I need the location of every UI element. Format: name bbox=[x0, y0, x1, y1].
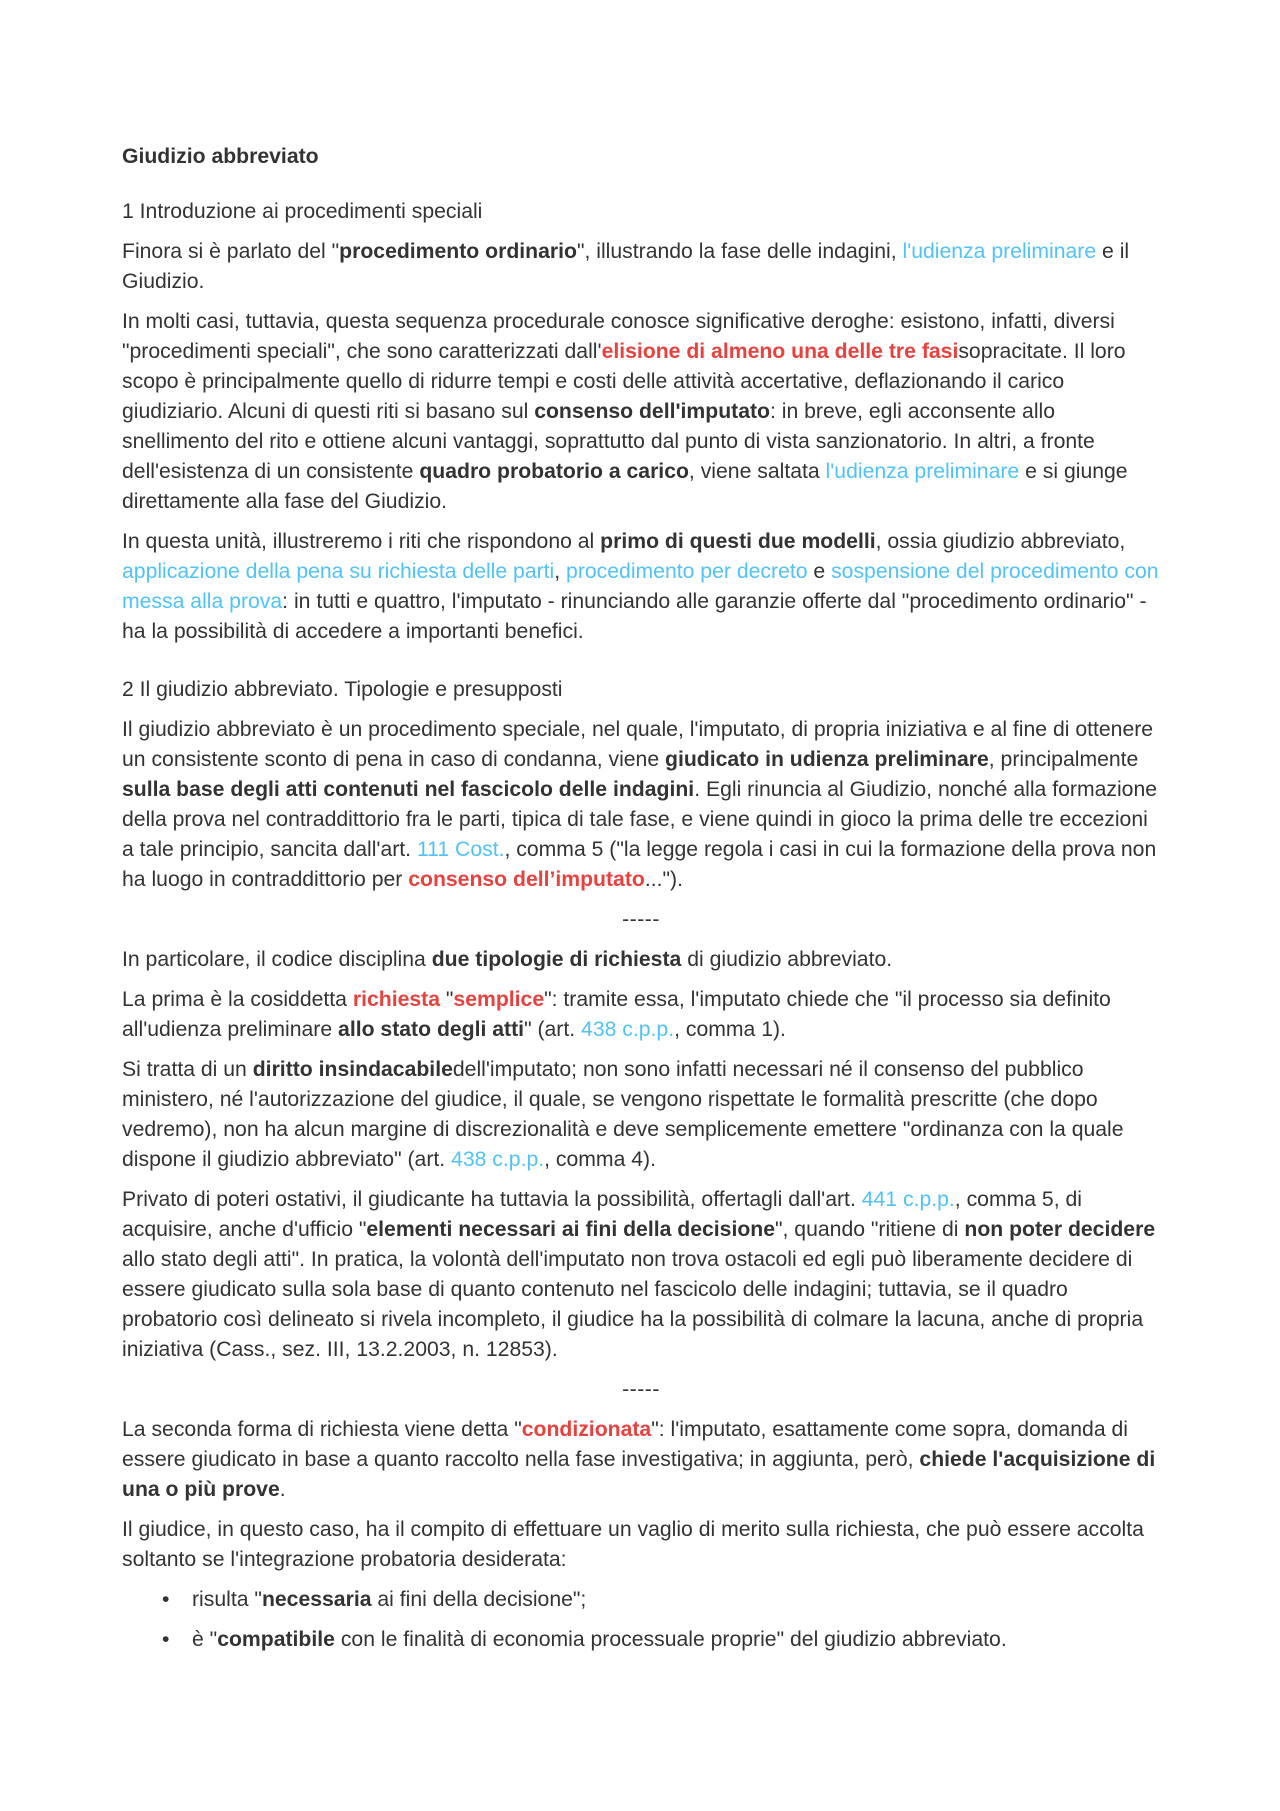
bold-term: non poter decidere bbox=[964, 1218, 1156, 1241]
link-438-cpp[interactable]: 438 c.p.p. bbox=[581, 1018, 675, 1041]
bold-term: procedimento ordinario bbox=[339, 240, 577, 263]
paragraph: In molti casi, tuttavia, questa sequenza procedurale conosce significative deroghe: esistono, infatti, diversi "procedimenti speciali", che sono caratterizzati dall'elisione di almeno una delle tre fasisopracitate. Il loro scopo è principalmente quello di ridurre tempi e costi delle attività accertative, deflazionando il carico giudiziario. Alcuni di questi riti si basano sul consenso dell'imputato: in breve, egli acconsente allo snellimento del rito e ottiene alcuni vantaggi, soprattutto dal punto di vista sanzionatorio. In altri, a fronte dell'esistenza di un consistente quadro probatorio a carico, viene saltata l'udienza preliminare e si giunge direttamente alla fase del Giudizio. bbox=[122, 310, 1128, 513]
separator: ----- bbox=[622, 908, 660, 931]
red-emphasis: richiesta bbox=[352, 988, 440, 1011]
red-emphasis: semplice bbox=[453, 988, 545, 1011]
spacer bbox=[122, 657, 1160, 675]
section-heading-2: 2 Il giudizio abbreviato. Tipologie e presupposti bbox=[122, 678, 563, 701]
link-procedimento-decreto[interactable]: procedimento per decreto bbox=[566, 560, 808, 583]
document-title: Giudizio abbreviato bbox=[122, 145, 319, 168]
red-emphasis: consenso dell’imputato bbox=[408, 868, 645, 891]
red-emphasis: elisione di almeno una delle tre fasi bbox=[601, 340, 959, 363]
paragraph: Si tratta di un diritto insindacabiledell'imputato; non sono infatti necessari né il consenso del pubblico ministero, né l'autorizzazione del giudice, il quale, se vengono rispettate le formalità prescritte (che dopo vedremo), non ha alcun margine di discrezionalità e deve semplicemente emettere "ordinanza con la quale dispone il giudizio abbreviato" (art. 438 c.p.p., comma 4). bbox=[122, 1058, 1124, 1171]
link-messa-alla-prova[interactable]: sospensione del procedimento con messa alla prova bbox=[122, 560, 1159, 613]
paragraph: La seconda forma di richiesta viene detta "condizionata": l'imputato, esattamente come sopra, domanda di essere giudicato in base a quanto raccolto nella fase investigativa; in aggiunta, però, chiede l'acquisizione di una o più prove. bbox=[122, 1418, 1156, 1501]
link-applicazione-pena[interactable]: applicazione della pena su richiesta delle parti bbox=[122, 560, 555, 583]
link-udienza-preliminare[interactable]: l'udienza preliminare bbox=[902, 240, 1097, 263]
paragraph: Il giudice, in questo caso, ha il compito di effettuare un vaglio di merito sulla richiesta, che può essere accolta soltanto se l'integrazione probatoria desiderata: bbox=[122, 1518, 1144, 1571]
link-441-cpp[interactable]: 441 c.p.p. bbox=[861, 1188, 955, 1211]
bold-term: consenso dell'imputato bbox=[534, 400, 770, 423]
bold-term: allo stato degli atti bbox=[338, 1018, 525, 1041]
link-438-cpp[interactable]: 438 c.p.p. bbox=[451, 1148, 545, 1171]
bullet-icon: • bbox=[162, 1588, 170, 1611]
bold-term: compatibile bbox=[217, 1628, 335, 1651]
bold-term: giudicato in udienza preliminare bbox=[665, 748, 989, 771]
bold-term: elementi necessari ai fini della decisione bbox=[366, 1218, 776, 1241]
bold-term: necessaria bbox=[261, 1588, 372, 1611]
bullet-list bbox=[122, 1585, 1160, 1655]
red-emphasis: condizionata bbox=[521, 1418, 652, 1441]
bold-term: due tipologie di richiesta bbox=[431, 948, 682, 971]
paragraph: Privato di poteri ostativi, il giudicante ha tuttavia la possibilità, offertagli dall'art. 441 c.p.p., comma 5, di acquisire, anche d'ufficio "elementi necessari ai fini della decisione", quando "ritiene di non poter decidere allo stato degli atti". In pratica, la volontà dell'imputato non trova ostacoli ed egli può liberamente decidere di essere giudicato sulla sola base di quanto contenuto nel fascicolo delle indagini; tuttavia, se il quadro probatorio così delineato si rivela incompleto, il giudice ha la possibilità di colmare la lacuna, anche di propria iniziativa (Cass., sez. III, 13.2.2003, n. 12853). bbox=[122, 1188, 1156, 1361]
list-item: • è "compatibile con le finalità di economia processuale proprie" del giudizio abbreviato. bbox=[192, 1625, 1160, 1655]
link-111-cost[interactable]: 111 Cost. bbox=[416, 838, 505, 861]
bold-term: quadro probatorio a carico bbox=[419, 460, 689, 483]
paragraph: In particolare, il codice disciplina due tipologie di richiesta di giudizio abbreviato. bbox=[122, 948, 893, 971]
bullet-icon: • bbox=[162, 1628, 170, 1651]
link-udienza-preliminare[interactable]: l'udienza preliminare bbox=[825, 460, 1020, 483]
bold-term: diritto insindacabile bbox=[252, 1058, 453, 1081]
list-item: • risulta "necessaria ai fini della decisione"; bbox=[192, 1585, 1160, 1615]
paragraph: In questa unità, illustreremo i riti che rispondono al primo di questi due modelli, ossia giudizio abbreviato, applicazione della pena su richiesta delle parti, procedimento per decreto e sospensione del procedimento con messa alla prova: in tutti e quattro, l'imputato - rinunciando alle garanzie offerte dal "procedimento ordinario" - ha la possibilità di accedere a importanti benefici. bbox=[122, 530, 1159, 643]
paragraph: Finora si è parlato del "procedimento ordinario", illustrando la fase delle indagini, l'udienza preliminare e il Giudizio. bbox=[122, 240, 1130, 293]
bold-term: sulla base degli atti contenuti nel fascicolo delle indagini bbox=[122, 778, 695, 801]
bold-term: chiede l'acquisizione di una o più prove bbox=[122, 1448, 1156, 1501]
paragraph: Il giudizio abbreviato è un procedimento speciale, nel quale, l'imputato, di propria iniziativa e al fine di ottenere un consistente sconto di pena in caso di condanna, viene giudicato in udienza preliminare, principalmente sulla base degli atti contenuti nel fascicolo delle indagini. Egli rinuncia al Giudizio, nonché alla formazione della prova nel contraddittorio fra le parti, tipica di tale fase, e viene quindi in gioco la prima delle tre eccezioni a tale principio, sancita dall'art. 111 Cost., comma 5 ("la legge regola i casi in cui la formazione della prova non ha luogo in contraddittorio per consenso dell’imputato..."). bbox=[122, 718, 1158, 891]
paragraph: La prima è la cosiddetta richiesta "semplice": tramite essa, l'imputato chiede che "il processo sia definito all'udienza preliminare allo stato degli atti" (art. 438 c.p.p., comma 1). bbox=[122, 988, 1111, 1041]
separator: ----- bbox=[622, 1378, 660, 1401]
bold-term: primo di questi due modelli bbox=[600, 530, 876, 553]
section-heading-1: 1 Introduzione ai procedimenti speciali bbox=[122, 200, 483, 223]
